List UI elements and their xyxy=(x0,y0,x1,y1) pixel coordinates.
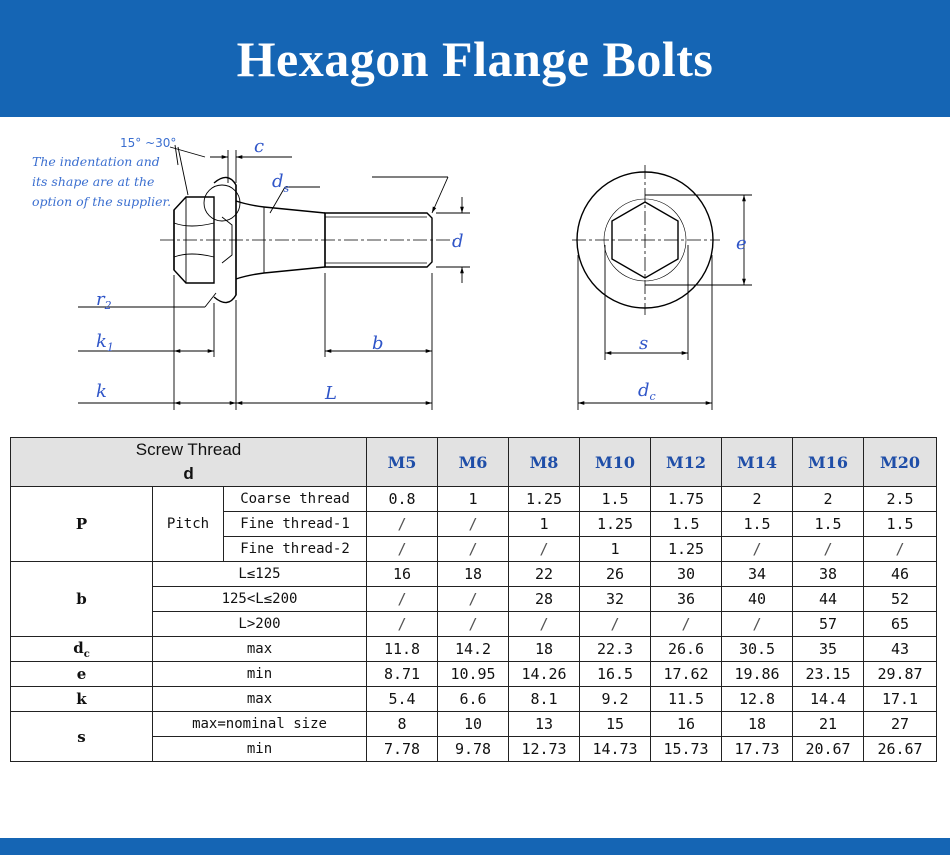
value-cell: 1.5 xyxy=(793,512,864,537)
header-d: d xyxy=(11,462,367,487)
value-cell: 11.5 xyxy=(651,687,722,712)
header-screw-thread: Screw Thread xyxy=(11,438,367,463)
value-cell: / xyxy=(864,537,937,562)
value-cell: 43 xyxy=(864,637,937,662)
value-cell: / xyxy=(367,587,438,612)
dim-label-k: k xyxy=(96,381,107,402)
dim-label-c: c xyxy=(254,136,265,157)
value-cell: 9.2 xyxy=(580,687,651,712)
page-title: Hexagon Flange Bolts xyxy=(236,30,714,87)
size-header: M6 xyxy=(438,438,509,487)
header-row-top xyxy=(11,438,937,463)
value-cell: 8.71 xyxy=(367,662,438,687)
value-cell: 40 xyxy=(722,587,793,612)
size-header: M16 xyxy=(793,438,864,487)
value-cell: 17.62 xyxy=(651,662,722,687)
value-cell: 57 xyxy=(793,612,864,637)
value-cell: 0.8 xyxy=(367,487,438,512)
value-cell: 6.6 xyxy=(438,687,509,712)
value-cell: 52 xyxy=(864,587,937,612)
value-cell: 9.78 xyxy=(438,737,509,762)
value-cell: 1.25 xyxy=(509,487,580,512)
size-header: M20 xyxy=(864,438,937,487)
value-cell: 11.8 xyxy=(367,637,438,662)
value-cell: 16 xyxy=(651,712,722,737)
value-cell: / xyxy=(651,612,722,637)
value-cell: 22 xyxy=(509,562,580,587)
value-cell: 1.5 xyxy=(722,512,793,537)
value-cell: 46 xyxy=(864,562,937,587)
row-label: Coarse thread xyxy=(224,487,367,512)
param-dc: $d_c$ xyxy=(11,637,153,662)
value-cell: 34 xyxy=(722,562,793,587)
size-header: M8 xyxy=(509,438,580,487)
value-cell: 16.5 xyxy=(580,662,651,687)
dim-label-d: d xyxy=(452,231,464,252)
value-cell: / xyxy=(438,612,509,637)
value-cell: 26.67 xyxy=(864,737,937,762)
size-header: M5 xyxy=(367,438,438,487)
value-cell: 1.75 xyxy=(651,487,722,512)
value-cell: 8 xyxy=(367,712,438,737)
value-cell: 18 xyxy=(722,712,793,737)
value-cell: 12.8 xyxy=(722,687,793,712)
table-row xyxy=(11,662,937,687)
row-label: max=nominal size xyxy=(153,712,367,737)
value-cell: 65 xyxy=(864,612,937,637)
dim-label-e: e xyxy=(736,233,747,254)
value-cell: / xyxy=(438,512,509,537)
dim-label-dc: $d_c$ xyxy=(638,380,656,403)
value-cell: / xyxy=(580,612,651,637)
title-banner xyxy=(0,0,950,117)
dim-label-ds: $d_s$ xyxy=(272,171,290,195)
size-header: M14 xyxy=(722,438,793,487)
value-cell: 14.2 xyxy=(438,637,509,662)
value-cell: / xyxy=(367,612,438,637)
value-cell: 1.5 xyxy=(651,512,722,537)
value-cell: 1 xyxy=(438,487,509,512)
row-label: max xyxy=(153,687,367,712)
table-row xyxy=(11,487,937,512)
value-cell: / xyxy=(367,537,438,562)
value-cell: 44 xyxy=(793,587,864,612)
value-cell: 26.6 xyxy=(651,637,722,662)
value-cell: 38 xyxy=(793,562,864,587)
size-header: M10 xyxy=(580,438,651,487)
size-header: M12 xyxy=(651,438,722,487)
value-cell: 21 xyxy=(793,712,864,737)
value-cell: 1.25 xyxy=(651,537,722,562)
dim-label-s: s xyxy=(639,333,649,354)
value-cell: 16 xyxy=(367,562,438,587)
value-cell: 2 xyxy=(722,487,793,512)
dim-label-k1: $k_1$ xyxy=(96,331,114,354)
bolt-technical-drawing xyxy=(0,125,950,425)
param-e: e xyxy=(11,662,153,687)
value-cell: 12.73 xyxy=(509,737,580,762)
dimension-table xyxy=(10,437,937,762)
value-cell: 35 xyxy=(793,637,864,662)
row-label: 125<L≤200 xyxy=(153,587,367,612)
dim-label-r2: $r_2$ xyxy=(96,289,112,312)
table-row xyxy=(11,562,937,587)
dim-label-L: L xyxy=(325,383,337,404)
value-cell: 2 xyxy=(793,487,864,512)
value-cell: 32 xyxy=(580,587,651,612)
value-cell: 14.26 xyxy=(509,662,580,687)
value-cell: 36 xyxy=(651,587,722,612)
value-cell: 1 xyxy=(509,512,580,537)
bolt-side-view xyxy=(160,177,455,302)
table-row xyxy=(11,687,937,712)
angle-label: 15° ~30° xyxy=(120,136,177,150)
value-cell: / xyxy=(722,612,793,637)
row-label: min xyxy=(153,662,367,687)
value-cell: 30.5 xyxy=(722,637,793,662)
row-label: max xyxy=(153,637,367,662)
value-cell: 29.87 xyxy=(864,662,937,687)
value-cell: 26 xyxy=(580,562,651,587)
value-cell: 1.25 xyxy=(580,512,651,537)
dim-label-b: b xyxy=(372,333,384,354)
bolt-end-view xyxy=(572,165,720,315)
value-cell: 15.73 xyxy=(651,737,722,762)
param-b: b xyxy=(11,562,153,637)
value-cell: 30 xyxy=(651,562,722,587)
row-label: Fine thread-1 xyxy=(224,512,367,537)
param-P: P xyxy=(11,487,153,562)
value-cell: 1 xyxy=(580,537,651,562)
note-line-1: The indentation and xyxy=(32,154,160,169)
value-cell: / xyxy=(509,537,580,562)
row-label: L>200 xyxy=(153,612,367,637)
value-cell: 5.4 xyxy=(367,687,438,712)
value-cell: 23.15 xyxy=(793,662,864,687)
value-cell: / xyxy=(722,537,793,562)
value-cell: / xyxy=(793,537,864,562)
value-cell: 10.95 xyxy=(438,662,509,687)
value-cell: 13 xyxy=(509,712,580,737)
value-cell: 15 xyxy=(580,712,651,737)
value-cell: 1.5 xyxy=(580,487,651,512)
row-label: L≤125 xyxy=(153,562,367,587)
value-cell: 10 xyxy=(438,712,509,737)
end-view-dimensions xyxy=(578,195,752,410)
value-cell: 7.78 xyxy=(367,737,438,762)
table-row xyxy=(11,637,937,662)
param-s: s xyxy=(11,712,153,762)
row-label: Fine thread-2 xyxy=(224,537,367,562)
footer-bar xyxy=(0,838,950,855)
value-cell: 27 xyxy=(864,712,937,737)
note-line-2: its shape are at the xyxy=(32,174,155,189)
note-line-3: option of the supplier. xyxy=(32,194,172,209)
value-cell: 18 xyxy=(509,637,580,662)
value-cell: / xyxy=(438,537,509,562)
value-cell: / xyxy=(438,587,509,612)
value-cell: 22.3 xyxy=(580,637,651,662)
value-cell: 2.5 xyxy=(864,487,937,512)
row-label: min xyxy=(153,737,367,762)
value-cell: 8.1 xyxy=(509,687,580,712)
value-cell: 18 xyxy=(438,562,509,587)
value-cell: 17.73 xyxy=(722,737,793,762)
value-cell: / xyxy=(509,612,580,637)
value-cell: 20.67 xyxy=(793,737,864,762)
value-cell: 17.1 xyxy=(864,687,937,712)
value-cell: 1.5 xyxy=(864,512,937,537)
value-cell: 14.4 xyxy=(793,687,864,712)
value-cell: / xyxy=(367,512,438,537)
value-cell: 14.73 xyxy=(580,737,651,762)
value-cell: 28 xyxy=(509,587,580,612)
param-k: k xyxy=(11,687,153,712)
value-cell: 19.86 xyxy=(722,662,793,687)
table-row xyxy=(11,712,937,737)
param-pitch-group: Pitch xyxy=(153,487,224,562)
